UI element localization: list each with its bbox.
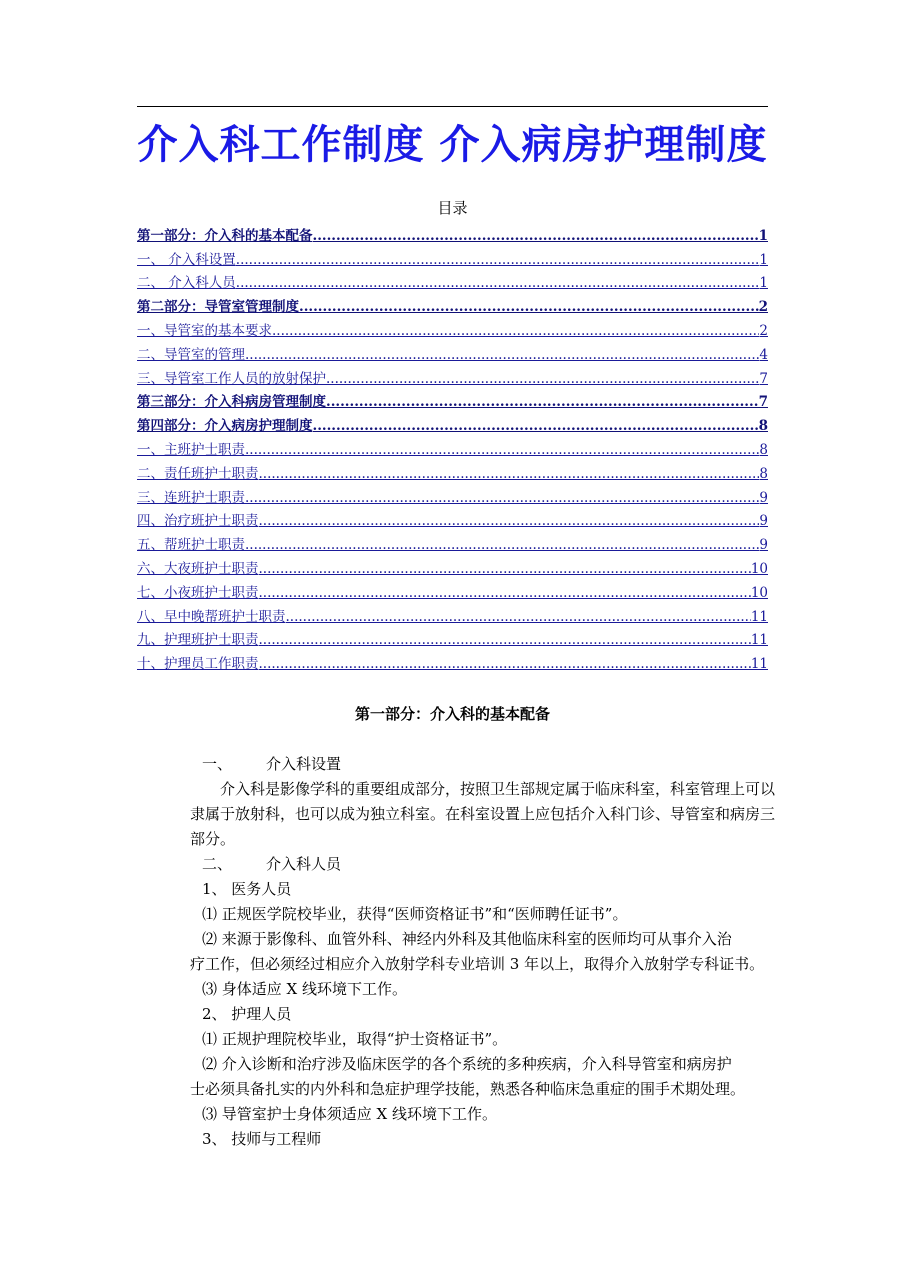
toc-entry-title: 一、导管室的基本要求 bbox=[137, 322, 272, 339]
subheading-nursing-staff: 2、 护理人员 bbox=[202, 1005, 292, 1023]
section-title: 第一部分：介入科的基本配备 bbox=[354, 705, 550, 723]
toc-entry[interactable] bbox=[137, 648, 768, 672]
toc-page-number: 10 bbox=[750, 584, 768, 601]
toc-page-number: 7 bbox=[759, 370, 768, 387]
toc-page-number: 1 bbox=[759, 275, 768, 292]
toc-page-number: 1 bbox=[759, 251, 768, 268]
toc-entry[interactable] bbox=[137, 315, 768, 339]
table-of-contents bbox=[137, 220, 768, 672]
toc-page-number: 8 bbox=[758, 418, 768, 435]
list-item: ⑵ 来源于影像科、血管外科、神经内外科及其他临床科室的医师均可从事介入治 bbox=[202, 930, 732, 948]
toc-entry[interactable] bbox=[137, 577, 768, 601]
toc-leader-dots bbox=[299, 299, 759, 315]
toc-entry[interactable] bbox=[137, 553, 768, 577]
toc-page-number: 1 bbox=[758, 227, 768, 244]
toc-leader-dots bbox=[272, 323, 759, 339]
toc-entry[interactable] bbox=[137, 268, 768, 292]
toc-entry[interactable] bbox=[137, 339, 768, 363]
subsection-heading-1: 一、 介入科设置 bbox=[202, 755, 342, 773]
toc-page-number: 2 bbox=[758, 299, 768, 316]
toc-page-number: 11 bbox=[750, 608, 768, 625]
toc-entry-title: 一、 介入科设置 bbox=[137, 251, 236, 268]
toc-entry[interactable] bbox=[137, 410, 768, 434]
toc-page-number: 8 bbox=[759, 465, 768, 482]
toc-leader-dots bbox=[245, 490, 759, 506]
toc-entry-title: 三、连班护士职责 bbox=[137, 489, 245, 506]
toc-entry-title: 第一部分：介入科的基本配备 bbox=[137, 227, 313, 244]
toc-leader-dots bbox=[326, 371, 759, 387]
toc-leader-dots bbox=[326, 394, 759, 410]
toc-leader-dots bbox=[259, 585, 751, 601]
subheading-technicians: 3、 技师与工程师 bbox=[202, 1130, 322, 1148]
toc-heading: 目录 bbox=[437, 199, 468, 217]
toc-leader-dots bbox=[313, 228, 759, 244]
toc-leader-dots bbox=[286, 609, 751, 625]
toc-entry[interactable] bbox=[137, 482, 768, 506]
toc-page-number: 2 bbox=[759, 322, 768, 339]
toc-entry-title: 二、 介入科人员 bbox=[137, 275, 236, 292]
list-item: ⑴ 正规护理院校毕业，取得“护士资格证书”。 bbox=[202, 1030, 508, 1048]
list-item-continued: 士必须具备扎实的内外科和急症护理学技能，熟悉各种临床急重症的围手术期处理。 bbox=[190, 1080, 746, 1098]
list-item: ⑴ 正规医学院校毕业，获得“医师资格证书”和“医师聘任证书”。 bbox=[202, 905, 628, 923]
toc-leader-dots bbox=[259, 656, 751, 672]
list-item: ⑶ 身体适应 X 线环境下工作。 bbox=[202, 980, 407, 998]
list-item: ⑵ 介入诊断和治疗涉及临床医学的各个系统的多种疾病，介入科导管室和病房护 bbox=[202, 1055, 732, 1073]
toc-leader-dots bbox=[236, 252, 760, 268]
toc-page-number: 9 bbox=[759, 537, 768, 554]
toc-entry-title: 八、早中晚帮班护士职责 bbox=[137, 608, 286, 625]
top-rule bbox=[137, 106, 768, 107]
toc-leader-dots bbox=[259, 513, 760, 529]
toc-entry-title: 九、护理班护士职责 bbox=[137, 632, 259, 649]
toc-entry-title: 一、主班护士职责 bbox=[137, 441, 245, 458]
toc-entry[interactable] bbox=[137, 363, 768, 387]
toc-leader-dots bbox=[313, 418, 759, 434]
toc-page-number: 11 bbox=[750, 656, 768, 673]
subheading-medical-staff: 1、 医务人员 bbox=[202, 880, 292, 898]
toc-entry[interactable] bbox=[137, 458, 768, 482]
toc-entry-title: 七、小夜班护士职责 bbox=[137, 584, 259, 601]
toc-entry[interactable] bbox=[137, 244, 768, 268]
toc-entry[interactable] bbox=[137, 601, 768, 625]
toc-entry[interactable] bbox=[137, 291, 768, 315]
toc-page-number: 4 bbox=[759, 346, 768, 363]
toc-leader-dots bbox=[245, 347, 759, 363]
section-body bbox=[190, 752, 775, 1152]
list-item-continued: 疗工作，但必须经过相应介入放射学科专业培训 3 年以上，取得介入放射学专科证书。 bbox=[190, 955, 765, 973]
toc-entry[interactable] bbox=[137, 529, 768, 553]
toc-entry[interactable] bbox=[137, 387, 768, 411]
list-item: ⑶ 导管室护士身体须适应 X 线环境下工作。 bbox=[202, 1105, 497, 1123]
toc-leader-dots bbox=[245, 537, 759, 553]
document-title: 介入科工作制度 介入病房护理制度 bbox=[137, 122, 768, 168]
toc-entry-title: 十、护理员工作职责 bbox=[137, 656, 259, 673]
toc-leader-dots bbox=[245, 442, 759, 458]
toc-page-number: 9 bbox=[759, 513, 768, 530]
toc-entry-title: 六、大夜班护士职责 bbox=[137, 560, 259, 577]
paragraph: 介入科是影像学科的重要组成部分，按照卫生部规定属于临床科室，科室管理上可以隶属于放射科，也可以成为独立科室。在科室设置上应包括介入科门诊、导管室和病房三部分。 bbox=[190, 780, 776, 848]
toc-leader-dots bbox=[259, 466, 760, 482]
toc-entry-title: 四、治疗班护士职责 bbox=[137, 513, 259, 530]
toc-entry-title: 五、帮班护士职责 bbox=[137, 537, 245, 554]
toc-entry-title: 二、责任班护士职责 bbox=[137, 465, 259, 482]
toc-page-number: 7 bbox=[758, 394, 768, 411]
toc-entry-title: 三、导管室工作人员的放射保护 bbox=[137, 370, 326, 387]
toc-entry[interactable] bbox=[137, 220, 768, 244]
toc-entry[interactable] bbox=[137, 506, 768, 530]
toc-entry[interactable] bbox=[137, 434, 768, 458]
toc-page-number: 10 bbox=[750, 560, 768, 577]
toc-page-number: 11 bbox=[750, 632, 768, 649]
subsection-heading-2: 二、 介入科人员 bbox=[202, 855, 342, 873]
toc-leader-dots bbox=[259, 632, 751, 648]
toc-entry-title: 二、导管室的管理 bbox=[137, 346, 245, 363]
toc-entry-title: 第二部分：导管室管理制度 bbox=[137, 299, 299, 316]
toc-entry-title: 第四部分：介入病房护理制度 bbox=[137, 418, 313, 435]
toc-entry-title: 第三部分：介入科病房管理制度 bbox=[137, 394, 326, 411]
toc-entry[interactable] bbox=[137, 625, 768, 649]
toc-page-number: 8 bbox=[759, 441, 768, 458]
toc-leader-dots bbox=[236, 275, 760, 291]
toc-leader-dots bbox=[259, 561, 751, 577]
toc-page-number: 9 bbox=[759, 489, 768, 506]
